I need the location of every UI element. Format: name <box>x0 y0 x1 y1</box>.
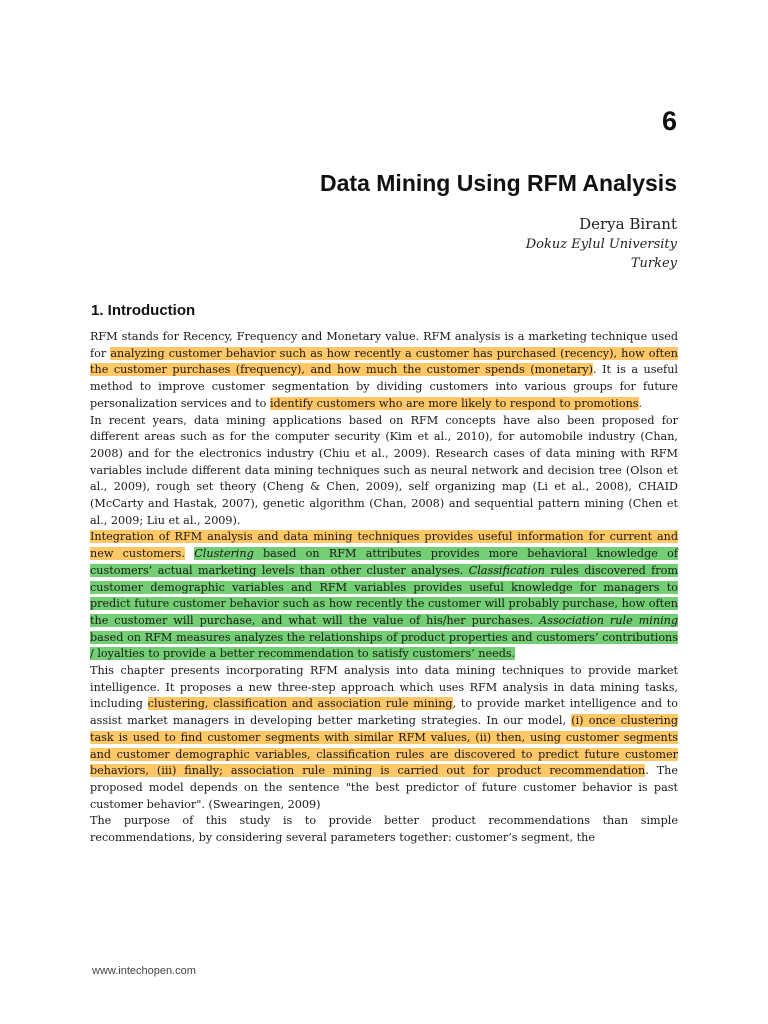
paragraph-1 <box>90 329 678 413</box>
highlight-green-italic: Classification <box>468 563 545 577</box>
highlight-green-italic: Association rule mining <box>539 613 679 627</box>
highlight-yellow: clustering, classification and association rule mining <box>147 697 453 711</box>
text-run: This chapter presents incorporating RFM analysis into data mining techniques to provide market intelligence. It proposes a new three-step approach which uses RFM analysis in data mining tasks, including <box>90 664 678 711</box>
footer-url: www.intechopen.com <box>92 965 196 977</box>
text-run: RFM stands for Recency, Frequency and Monetary value. RFM analysis is a marketing technique used for <box>90 330 678 360</box>
text-run: . The proposed model depends on the sentence "the best predictor of future customer behavior is past customer behavior". (Swearingen, 2009) <box>90 764 679 811</box>
text-run: . <box>638 396 643 410</box>
highlight-yellow: Integration of RFM analysis and data mining techniques provides useful information for current and new customers. <box>90 530 678 561</box>
author-country: Turkey <box>630 256 677 271</box>
chapter-title: Data Mining Using RFM Analysis <box>320 170 677 196</box>
highlight-green: rules discovered from customer demographic variables and RFM variables provides useful knowledge for managers to predict future customer behavior such as how recently the customer will probably purchase, how often the customer will purchase, and what will the value of his/her purchases. <box>90 563 678 627</box>
paragraph-2: In recent years, data mining applications based on RFM concepts have also been proposed for different areas such as for the computer security (Kim et al., 2010), for automobile industry (Chan, 2008) and for the electronics industry (Chiu et al., 2009). Research cases of data mining with RFM variables include different data mining techniques such as neural network and decision tree (Olson et al., 2009), rough set theory (Cheng & Chen, 2009), self organizing map (Li et al., 2008), CHAID (McCarty and Hastak, 2007), genetic algorithm (Chan, 2008) and sequential pattern mining (Chen et al., 2009; Liu et al., 2009). <box>90 413 678 527</box>
author-university: Dokuz Eylul University <box>525 237 677 252</box>
text-run: , to provide market intelligence and to assist market managers in developing better marketing strategies. In our model, <box>90 697 678 728</box>
author-name: Derya Birant <box>579 215 677 233</box>
highlight-green: based on RFM attributes provides more behavioral knowledge of customers’ actual marketing levels than other cluster analyses. <box>90 547 679 577</box>
highlight-yellow: identify customers who are more likely to respond to promotions <box>269 396 639 410</box>
paragraph-3 <box>90 529 678 663</box>
text-run <box>185 547 194 560</box>
highlight-yellow: analyzing customer behavior such as how recently a customer has purchased (recency), how often the customer purchases (frequency), and how much the customer spends (monetary) <box>90 346 679 377</box>
highlight-yellow: (i) once clustering task is used to find customer segments with similar RFM values, (ii) then, using customer segments and customer demographic variables, classification rules are discovered to predict future customer behaviors, (iii) finally; association rule mining is carried out for product recommendation <box>90 714 678 778</box>
section-heading: 1. Introduction <box>91 302 196 319</box>
paragraph-4 <box>90 663 678 813</box>
text-run: . It is a useful method to improve customer segmentation by dividing customers into various groups for future personalization services and to <box>90 363 678 410</box>
body-text <box>90 329 678 847</box>
paragraph-5: The purpose of this study is to provide better product recommendations than simple recommendations, by considering several parameters together: customer’s segment, the <box>90 814 678 845</box>
highlight-green-italic: Clustering <box>194 547 254 561</box>
highlight-green: based on RFM measures analyzes the relationships of product properties and customers’ contributions / loyalties to provide a better recommendation to satisfy customers’ needs. <box>90 630 678 661</box>
chapter-number: 6 <box>661 106 677 136</box>
